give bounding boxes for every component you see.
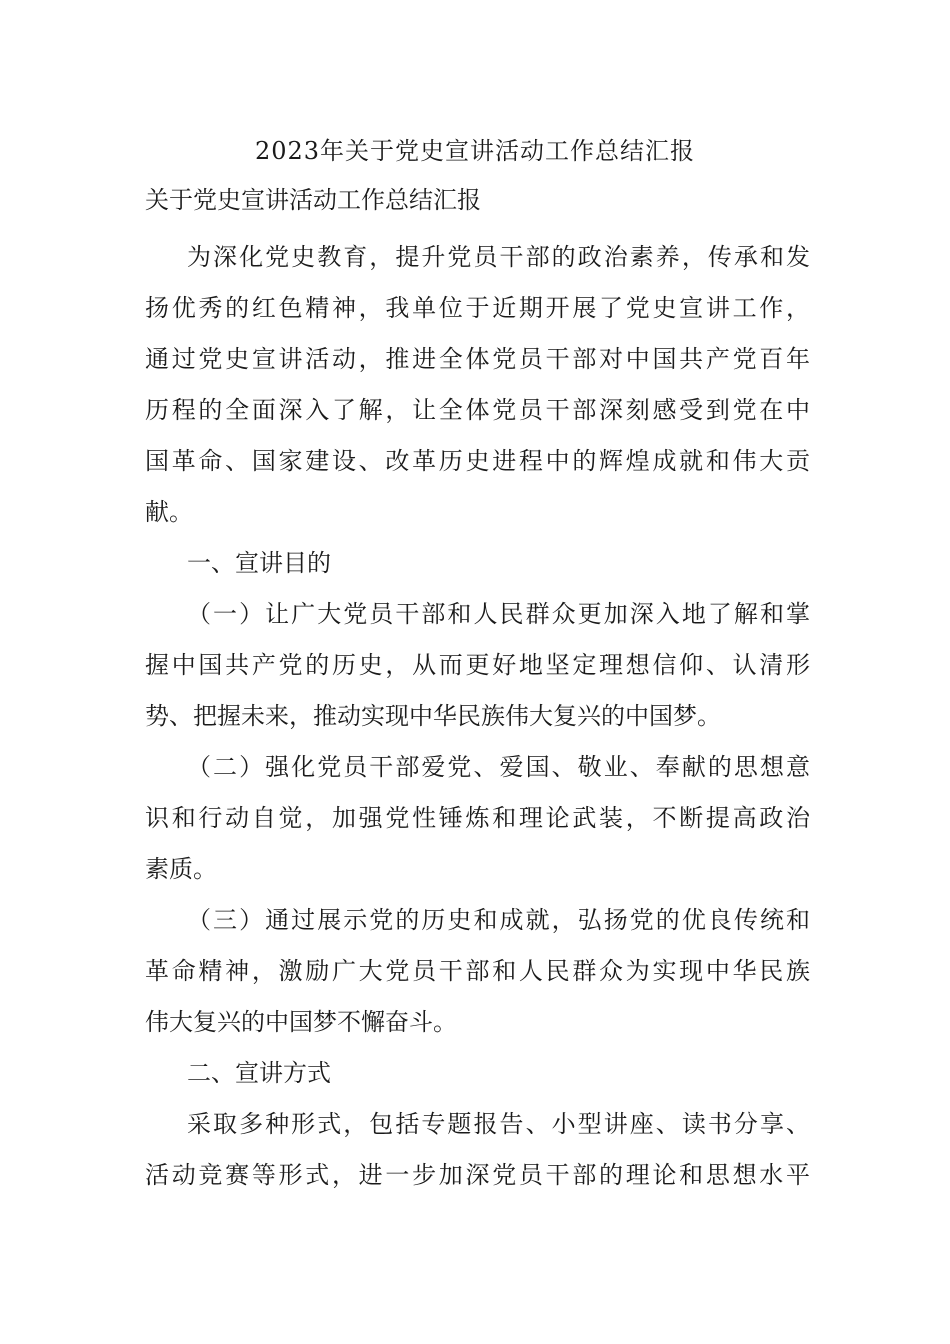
- section-heading-method: [145, 1048, 810, 1099]
- paragraph-purpose-1: [145, 589, 810, 742]
- paragraph-line: 献。: [145, 498, 193, 526]
- paragraph-line: 历程的全面深入了解，让全体党员干部深刻感受到党在中: [145, 396, 810, 424]
- paragraph-line: 势、把握未来，推动实现中华民族伟大复兴的中国梦。: [145, 702, 721, 730]
- paragraph-line: 革命精神，激励广大党员干部和人民群众为实现中华民族: [145, 957, 810, 985]
- paragraph-line: 识和行动自觉，加强党性锤炼和理论武装，不断提高政治: [145, 804, 810, 832]
- paragraph-line: （一）让广大党员干部和人民群众更加深入地了解和掌: [187, 600, 810, 628]
- paragraph-line: 扬优秀的红色精神，我单位于近期开展了党史宣讲工作，: [145, 294, 810, 322]
- paragraph-line: （二）强化党员干部爱党、爱国、敬业、奉献的思想意: [187, 753, 810, 781]
- paragraph-line: 伟大复兴的中国梦不懈奋斗。: [145, 1008, 457, 1036]
- paragraph-line: 采取多种形式，包括专题报告、小型讲座、读书分享、: [187, 1110, 810, 1138]
- paragraph-method: [145, 1099, 810, 1201]
- paragraph-intro: [145, 232, 810, 538]
- paragraph-line: 素质。: [145, 855, 217, 883]
- paragraph-line: 握中国共产党的历史，从而更好地坚定理想信仰、认清形: [145, 651, 810, 679]
- document-title: 2023年关于党史宣讲活动工作总结汇报: [254, 137, 696, 165]
- paragraph-line: 活动竞赛等形式，进一步加深党员干部的理论和思想水平: [145, 1161, 810, 1189]
- section-heading: 二、宣讲方式: [187, 1059, 331, 1087]
- document-subtitle: 关于党史宣讲活动工作总结汇报: [145, 186, 481, 214]
- paragraph-line: （三）通过展示党的历史和成就，弘扬党的优良传统和: [187, 906, 810, 934]
- section-heading-purpose: [145, 538, 810, 589]
- paragraph-purpose-2: [145, 742, 810, 895]
- paragraph-line: 通过党史宣讲活动，推进全体党员干部对中国共产党百年: [145, 345, 810, 373]
- section-heading: 一、宣讲目的: [187, 549, 331, 577]
- paragraph-line: 国革命、国家建设、改革历史进程中的辉煌成就和伟大贡: [145, 447, 810, 475]
- paragraph-line: 为深化党史教育，提升党员干部的政治素养，传承和发: [187, 243, 810, 271]
- paragraph-purpose-3: [145, 895, 810, 1048]
- document-body: [145, 180, 810, 1201]
